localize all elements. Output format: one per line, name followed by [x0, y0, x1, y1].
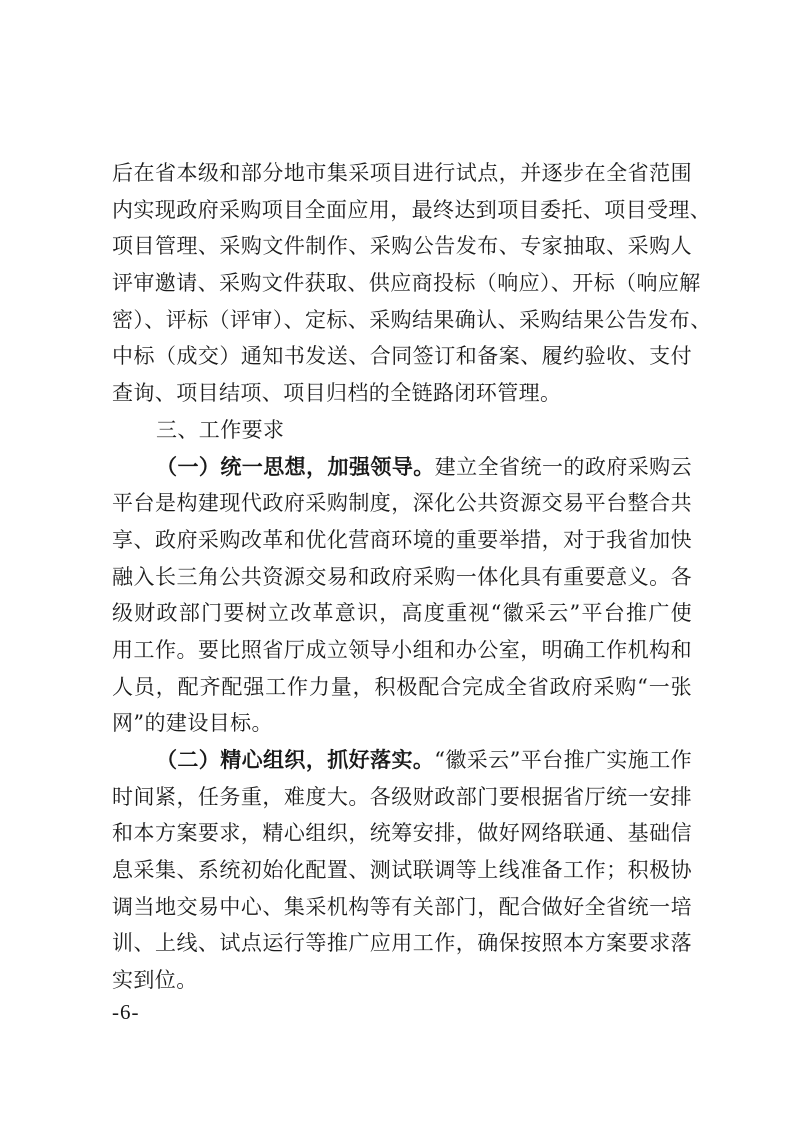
subsection-text: “徽采云”平台推广实施工作: [434, 748, 692, 772]
text-line: 评审邀请、采购文件获取、供应商投标（响应）、开标（响应解: [112, 271, 701, 296]
text-line: 融入长三角公共资源交易和政府采购一体化具有重要意义。各: [112, 564, 692, 589]
subsection-unify-thinking: [112, 449, 692, 743]
subsection-text: 建立全省统一的政府采购云: [434, 454, 692, 479]
section-heading: 三、工作要求: [156, 417, 285, 442]
text-line: 平台是构建现代政府采购制度，深化公共资源交易平台整合共: [112, 491, 692, 516]
text-line: 网”的建设目标。: [112, 711, 273, 736]
subsection-careful-organization: [112, 742, 692, 999]
text-line: 中标（成交）通知书发送、合同签订和备案、履约验收、支付: [112, 344, 692, 369]
text-line: 项目管理、采购文件制作、采购公告发布、专家抽取、采购人: [112, 234, 692, 259]
text-line: 内实现政府采购项目全面应用，最终达到项目委托、项目受理、: [112, 197, 712, 222]
text-line: 人员，配齐配强工作力量，积极配合完成全省政府采购“一张: [112, 674, 692, 699]
document-body: [112, 155, 712, 999]
text-line: 查询、项目结项、项目归档的全链路闭环管理。: [112, 381, 562, 406]
text-line: 密）、评标（评审）、定标、采购结果确认、采购结果公告发布、: [112, 307, 712, 332]
subsection-title: （一）统一思想，加强领导。: [156, 453, 435, 479]
text-line: 训、上线、试点运行等推广应用工作，确保按照本方案要求落: [112, 931, 692, 956]
subsection-first-line: [112, 449, 692, 486]
text-line: 后在省本级和部分地市集采项目进行试点，并逐步在全省范围: [112, 161, 692, 185]
text-line: 息采集、系统初始化配置、测试联调等上线准备工作；积极协: [112, 858, 692, 883]
text-line: 级财政部门要树立改革意识，高度重视“徽采云”平台推广使: [112, 601, 692, 626]
text-line: 调当地交易中心、集采机构等有关部门，配合做好全省统一培: [112, 894, 692, 919]
subsection-first-line: [112, 742, 692, 779]
text-line: 和本方案要求，精心组织，统筹安排，做好网络联通、基础信: [112, 821, 692, 846]
text-line: 享、政府采购改革和优化营商环境的重要举措，对于我省加快: [112, 527, 692, 552]
text-line: 实到位。: [112, 968, 198, 993]
subsection-title: （二）精心组织，抓好落实。: [156, 747, 435, 772]
text-line: 用工作。要比照省厅成立领导小组和办公室，明确工作机构和: [112, 637, 692, 662]
paragraph-continuation: [112, 155, 712, 412]
text-line: 时间紧，任务重，难度大。各级财政部门要根据省厅统一安排: [112, 784, 692, 809]
page-number: -6-: [112, 1000, 140, 1024]
